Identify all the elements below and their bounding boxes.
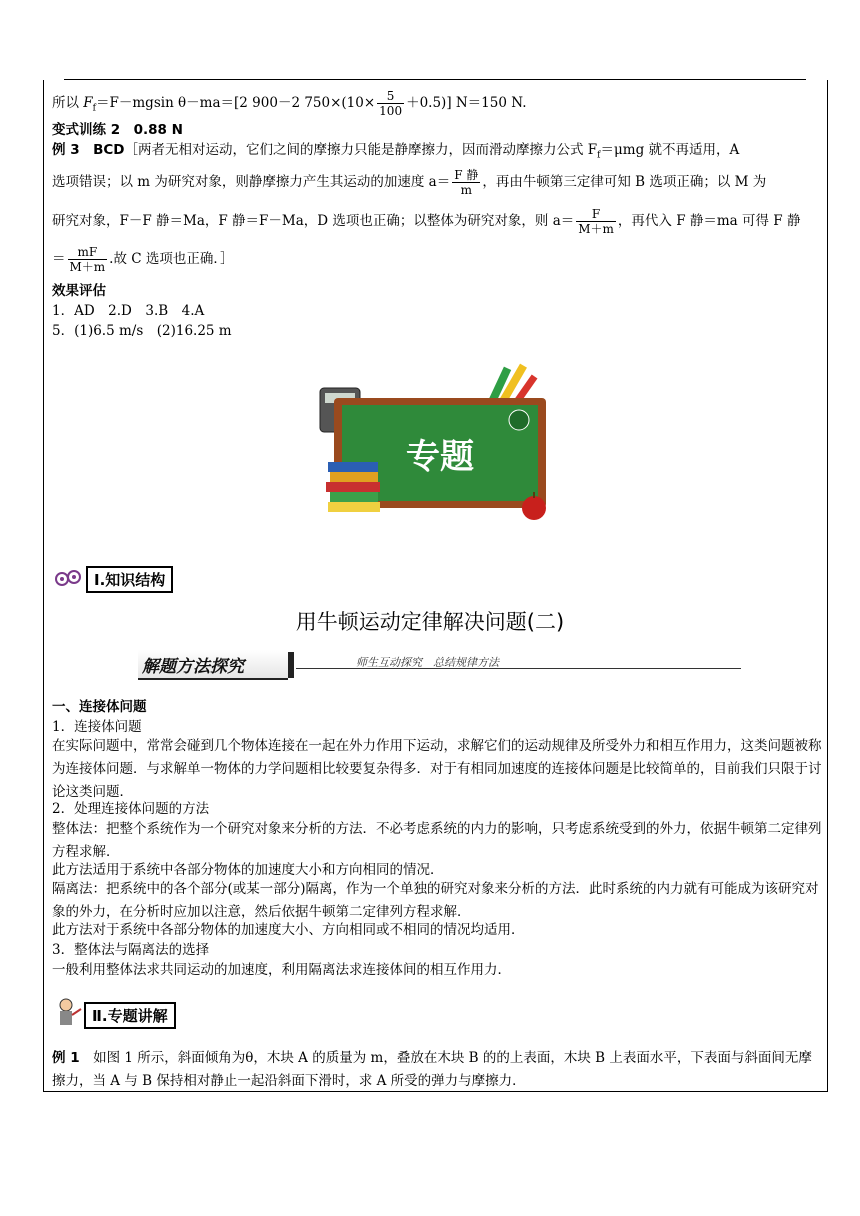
heading-connected-bodies: 一、连接体问题 <box>52 699 147 715</box>
example1-text: 如图 1 所示，斜面倾角为θ，木块 A 的质量为 m，叠放在木块 B 的的上表面，木块 B 上表面水平，下表面与斜面间无摩擦力，当 A 与 B 保持相对静止一起沿斜面下滑时，求 A 所受的弹力与摩擦力． <box>52 1050 812 1089</box>
blackboard-text: 专题 <box>406 437 474 477</box>
banner-title: 解题方法探究 <box>142 657 244 677</box>
eval-row1: 1．AD 2.D 3.B 4.A <box>52 303 205 319</box>
subheading-1: 1．连接体问题 <box>52 719 142 735</box>
paragraph-3: 此方法适用于系统中各部分物体的加速度大小和方向相同的情况． <box>52 862 444 878</box>
eval-row2: 5．(1)6.5 m/s (2)16.25 m <box>52 323 232 339</box>
paragraph-2: 整体法：把整个系统作为一个研究对象来分析的方法．不必考虑系统的内力的影响，只考虑系统受到的外力，依据牛顿第二定律列方程求解． <box>52 821 822 860</box>
page-title: 用牛顿运动定律解决问题(二) <box>295 610 565 634</box>
eval-title: 效果评估 <box>52 283 106 299</box>
text: 所以 <box>52 95 84 111</box>
film-reel-icon <box>54 569 84 587</box>
subheading-2: 2．处理连接体问题的方法 <box>52 801 210 817</box>
example1-label: 例 1 <box>52 1050 80 1066</box>
text: ＋0.5)] N＝150 N. <box>406 95 527 111</box>
example3-line1: 例 3 BCD［两者无相对运动，它们之间的摩擦力只能是静摩擦力，因而滑动摩擦力公式 $F_f=\mu mg$ 就不再适用，A <box>52 142 740 161</box>
text: F <box>83 95 93 111</box>
paragraph-4: 隔离法：把系统中的各个部分(或某一部分)隔离，作为一个单独的研究对象来分析的方法．此时系统的内力就有可能成为该研究对象的外力，在分析时应加以注意，然后依据牛顿第二定律列方程求解． <box>52 881 819 920</box>
fraction: $\frac{5}{100}$ <box>379 89 403 118</box>
text: ＝F－mgsin θ－ma＝[2 900－2 750×(10× <box>96 95 376 111</box>
banner-subtitle: 师生互动探究 总结规律方法 <box>356 656 499 669</box>
section-topic-explanation: Ⅱ.专题讲解 <box>84 1002 176 1029</box>
method-banner <box>138 650 741 680</box>
paragraph-1: 在实际问题中，常常会碰到几个物体连接在一起在外力作用下运动，求解它们的运动规律及所受外力和相互作用力，这类问题被称为连接体问题．与求解单一物体的力学问题相比较要复杂得多．对于有相同加速度的连接体问题是比较简单的，目前我们只限于讨论这类问题． <box>52 738 822 800</box>
example3-line3: 研究对象，F－F 静＝Ma，F 静＝F－Ma，D 选项也正确；以整体为研究对象，则 a＝ $\frac{F}{M+m}$ ，再代入 F 静＝ma 可得 F 静 <box>52 207 801 236</box>
answer-line-1 <box>52 89 526 118</box>
variant-training: 变式训练 2 0.88 N <box>52 122 183 138</box>
example3-line2: 选项错误；以 m 为研究对象，则静摩擦力产生其运动的加速度 a＝ $\frac{\text{F 静}}{m}$ ，再由牛顿第三定律可知 B 选项正确；以 M 为 <box>52 168 767 197</box>
blackboard-illustration <box>318 358 552 524</box>
paragraph-5: 此方法对于系统中各部分物体的加速度大小、方向相同或不相同的情况均适用． <box>52 922 525 938</box>
subheading-3: 3．整体法与隔离法的选择 <box>52 942 210 958</box>
example1 <box>52 1047 822 1093</box>
text: f <box>92 103 97 114</box>
paragraph-6: 一般利用整体法求共同运动的加速度，利用隔离法求连接体间的相互作用力． <box>52 962 511 978</box>
example3-line4: ＝ $\frac{mF}{M+m}$ .故 C 选项也正确．］ <box>52 245 234 274</box>
teacher-icon <box>54 997 82 1031</box>
section-knowledge-structure: Ⅰ.知识结构 <box>86 566 173 593</box>
